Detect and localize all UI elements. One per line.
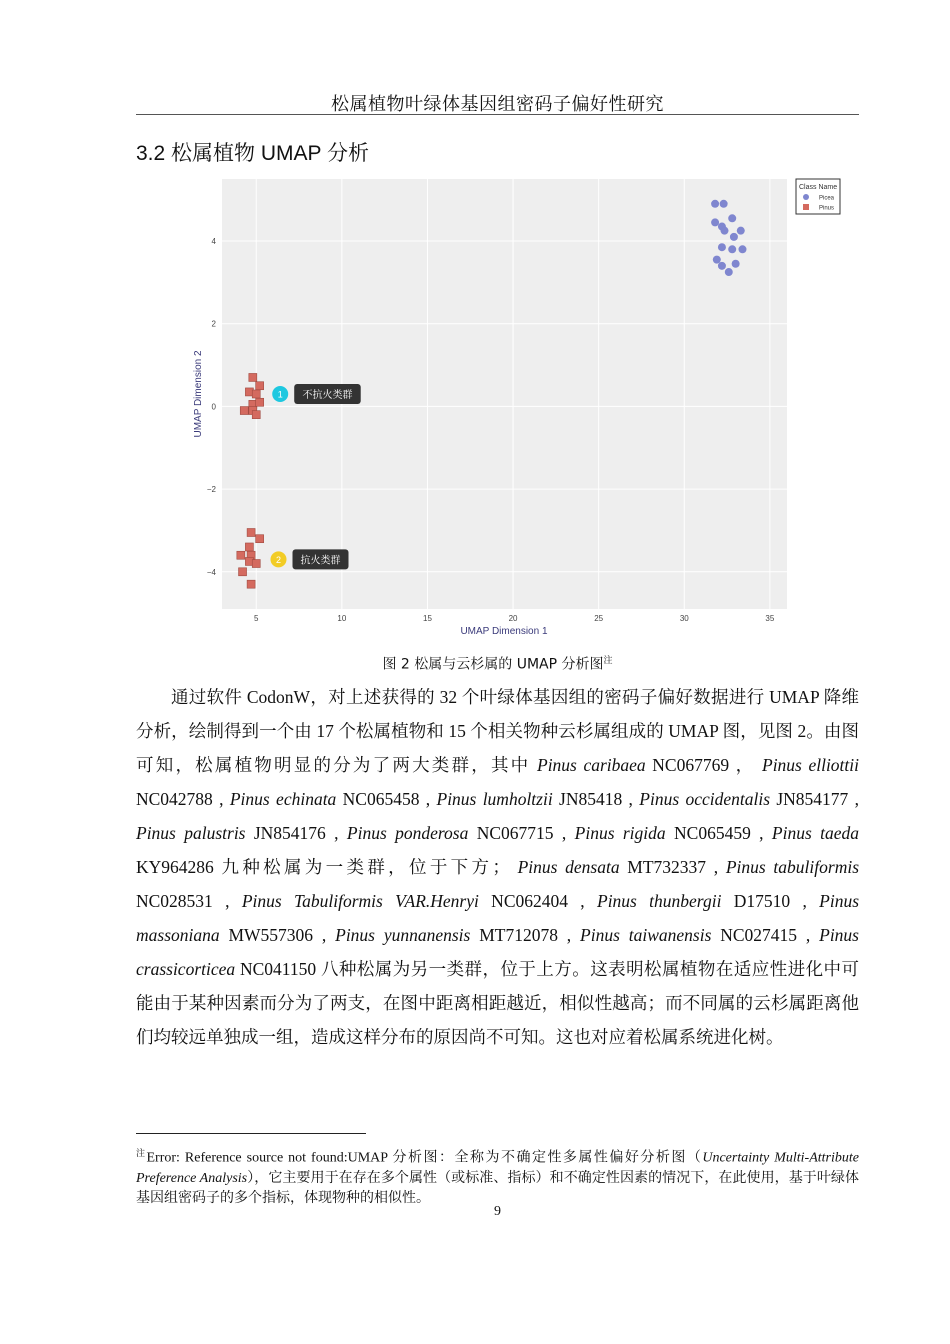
pinus-point bbox=[256, 398, 264, 406]
footnote-rule bbox=[136, 1133, 366, 1134]
picea-point bbox=[738, 245, 746, 253]
pinus-point bbox=[252, 560, 260, 568]
legend-title: Class Name bbox=[799, 184, 838, 191]
x-tick-label: 20 bbox=[508, 614, 518, 623]
legend-pinus-marker bbox=[803, 204, 809, 210]
annotation-number: 2 bbox=[275, 554, 282, 565]
picea-point bbox=[720, 200, 728, 208]
pinus-point bbox=[245, 543, 253, 551]
pinus-point bbox=[237, 551, 245, 559]
pinus-point bbox=[247, 529, 255, 537]
annotation-label: 不抗火类群 bbox=[302, 390, 353, 401]
legend-picea-marker bbox=[803, 194, 809, 200]
footnote bbox=[136, 1143, 859, 1209]
footnote-mark: 注 bbox=[136, 1148, 147, 1158]
pinus-point bbox=[240, 407, 248, 415]
pinus-point bbox=[239, 568, 247, 576]
y-tick-label: 2 bbox=[211, 319, 216, 329]
x-tick-label: 35 bbox=[765, 614, 775, 623]
x-tick-label: 5 bbox=[254, 614, 259, 623]
pinus-point bbox=[249, 373, 257, 381]
body-text bbox=[136, 680, 859, 1054]
figure-caption bbox=[136, 653, 859, 674]
picea-point bbox=[728, 214, 736, 222]
legend-picea-label: Picea bbox=[819, 195, 835, 202]
pinus-point bbox=[252, 390, 260, 398]
y-tick-label: 4 bbox=[211, 237, 216, 247]
figure-caption-text: 图 2 松属与云杉属的 UMAP 分析图 bbox=[382, 656, 604, 673]
caption-note-mark: 注 bbox=[603, 656, 613, 666]
picea-point bbox=[732, 260, 740, 268]
x-tick-label: 30 bbox=[679, 614, 689, 623]
legend-pinus-label: Pinus bbox=[819, 205, 835, 212]
x-tick-label: 15 bbox=[423, 614, 432, 623]
section-heading: 3.2 松属植物 UMAP 分析 bbox=[136, 142, 369, 165]
x-tick-label: 25 bbox=[594, 614, 604, 623]
picea-point bbox=[728, 245, 736, 253]
y-axis-label: UMAP Dimension 2 bbox=[193, 350, 204, 438]
body-paragraph: 通过软件 CodonW，对上述获得的 32 个叶绿体基因组的密码子偏好数据进行 UMAP 降维分析，绘制得到一个由 17 个松属植物和 15 个相关物种云杉属组成的 UMAP 图，见图 2。由图可知，松属植物明显的分为了两大类群，其中 Pinus caribaea NC067769 ， Pinus elliottii NC042788 , Pinus echinata NC065458 , Pinus lumholtzii JN85418 , Pinus occidentalis JN854177 , Pinus palustris JN854176 , Pinus ponderosa NC067715 , Pinus rigida NC065459 , Pinus taeda KY964286 九种松属为一类群，位于下方； Pinus densata MT732337 , Pinus tabuliformis NC028531 , Pinus Tabuliformis VAR.Henryi NC062404 , Pinus thunbergii D17510 , Pinus massoniana MW557306 , Pinus yunnanensis MT712078 , Pinus taiwanensis NC027415 , Pinus crassicorticea NC041150 八种松属为另一类群，位于上方。这表明松属植物在适应性进化中可能由于某种因素而分为了两支，在图中距离相距越近，相似性越高；而不同属的云杉属距离他们均较远单独成一组，造成这样分布的原因尚不可知。这也对应着松属系统进化树。 bbox=[136, 687, 860, 1047]
running-header: 松属植物叶绿体基因组密码子偏好性研究 bbox=[331, 94, 664, 114]
picea-point bbox=[737, 227, 745, 235]
legend bbox=[796, 179, 840, 214]
picea-point bbox=[711, 200, 719, 208]
picea-point bbox=[711, 218, 719, 226]
page-number: 9 bbox=[494, 1204, 501, 1219]
pinus-point bbox=[247, 580, 255, 588]
picea-point bbox=[713, 256, 721, 264]
footnote-text: Error: Reference source not found:UMAP 分析图：全称为不确定性多属性偏好分析图（Uncertainty Multi-Attribute Preference Analysis），它主要用于在存在多个属性（或标准、指标）和不确定性因素的情况下，在此使用，基于叶绿体基因组密码子的多个指标，体现物种的相似性。 bbox=[136, 1150, 859, 1206]
x-tick-label: 10 bbox=[337, 614, 347, 623]
picea-point bbox=[718, 243, 726, 251]
annotation-label: 抗火类群 bbox=[300, 555, 341, 567]
pinus-point bbox=[256, 382, 264, 390]
pinus-point bbox=[256, 535, 264, 543]
picea-point bbox=[718, 262, 726, 270]
header-rule bbox=[136, 114, 859, 115]
picea-point bbox=[721, 227, 729, 235]
y-tick-label: −2 bbox=[206, 485, 216, 495]
picea-point bbox=[730, 233, 738, 241]
umap-figure bbox=[190, 170, 850, 645]
x-axis-label: UMAP Dimension 1 bbox=[460, 626, 548, 637]
y-tick-label: −4 bbox=[206, 567, 216, 577]
y-tick-label: 0 bbox=[211, 402, 216, 412]
picea-point bbox=[725, 268, 733, 276]
pinus-point bbox=[252, 411, 260, 419]
annotation-number: 1 bbox=[277, 389, 283, 400]
umap-scatter-chart bbox=[190, 170, 850, 645]
